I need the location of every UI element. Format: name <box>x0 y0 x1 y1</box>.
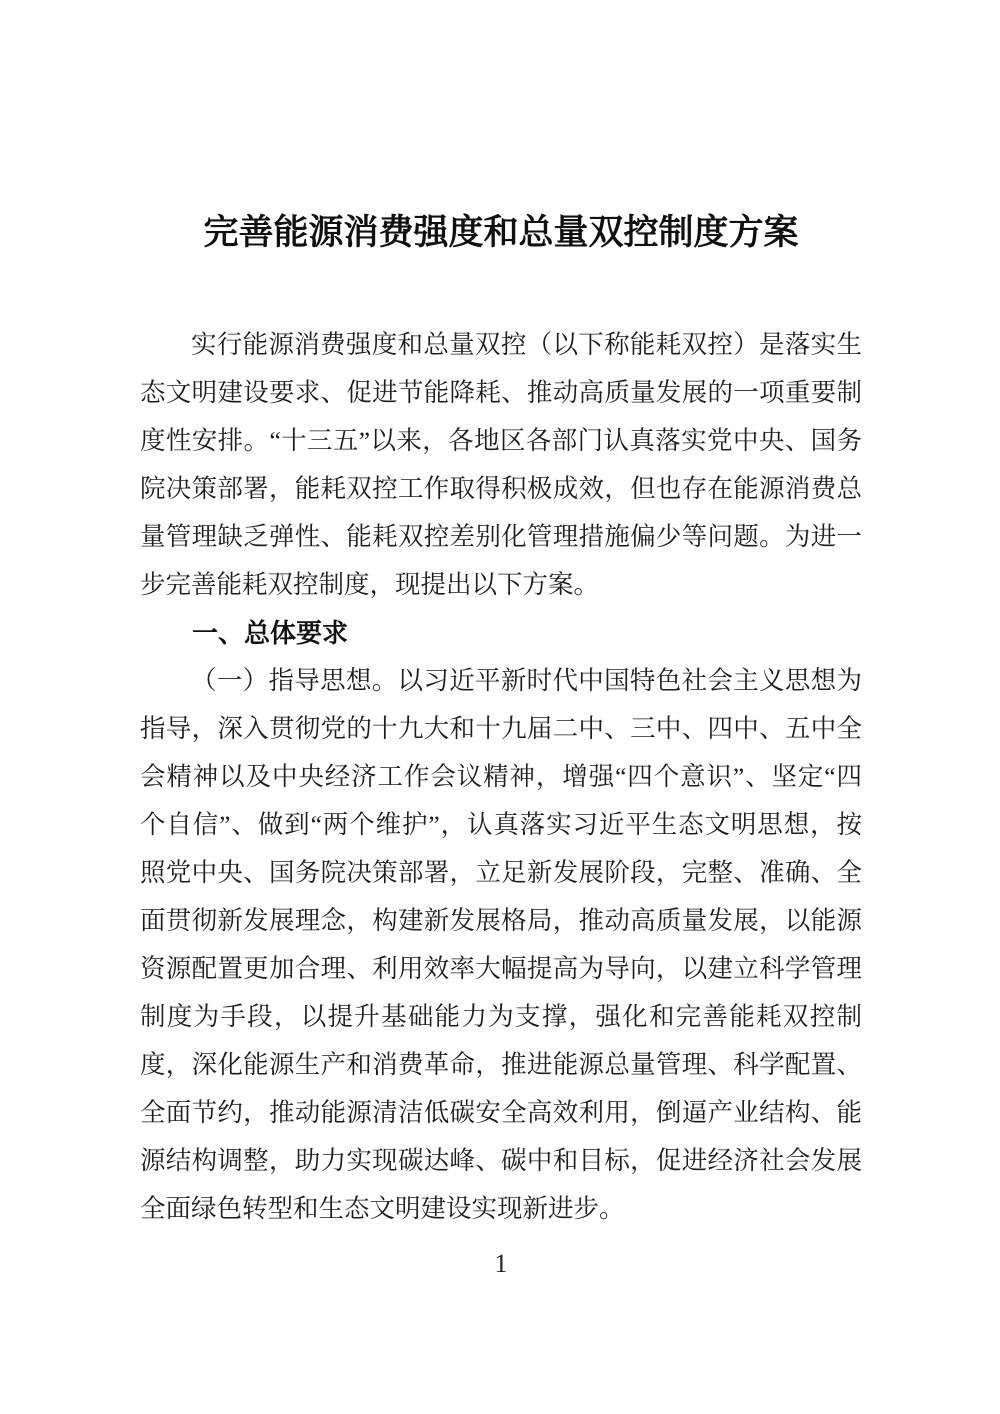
page-number: 1 <box>494 1249 508 1278</box>
paragraph-intro: 实行能源消费强度和总量双控（以下称能耗双控）是落实生态文明建设要求、促进节能降耗、推动高质量发展的一项重要制度性安排。“十三五”以来，各地区各部门认真落实党中央、国务院决策部署，能耗双控工作取得积极成效，但也存在能源消费总量管理缺乏弹性、能耗双控差别化管理措施偏少等问题。为进一步完善能耗双控制度，现提出以下方案。 <box>140 330 862 599</box>
paragraph-guiding-ideology: （一）指导思想。以习近平新时代中国特色社会主义思想为指导，深入贯彻党的十九大和十九届二中、三中、四中、五中全会精神以及中央经济工作会议精神，增强“四个意识”、坚定“四个自信”、做到“两个维护”，认真落实习近平生态文明思想，按照党中央、国务院决策部署，立足新发展阶段，完整、准确、全面贯彻新发展理念，构建新发展格局，推动高质量发展，以能源资源配置更加合理、利用效率大幅提高为导向，以建立科学管理制度为手段，以提升基础能力为支撑，强化和完善能耗双控制度，深化能源生产和消费革命，推进能源总量管理、科学配置、全面节约，推动能源清洁低碳安全高效利用，倒逼产业结构、能源结构调整，助力实现碳达峰、碳中和目标，促进经济社会发展全面绿色转型和生态文明建设实现新进步。 <box>140 666 862 1223</box>
document-title: 完善能源消费强度和总量双控制度方案 <box>203 213 799 252</box>
section-heading-general-requirements: 一、总体要求 <box>192 618 349 648</box>
